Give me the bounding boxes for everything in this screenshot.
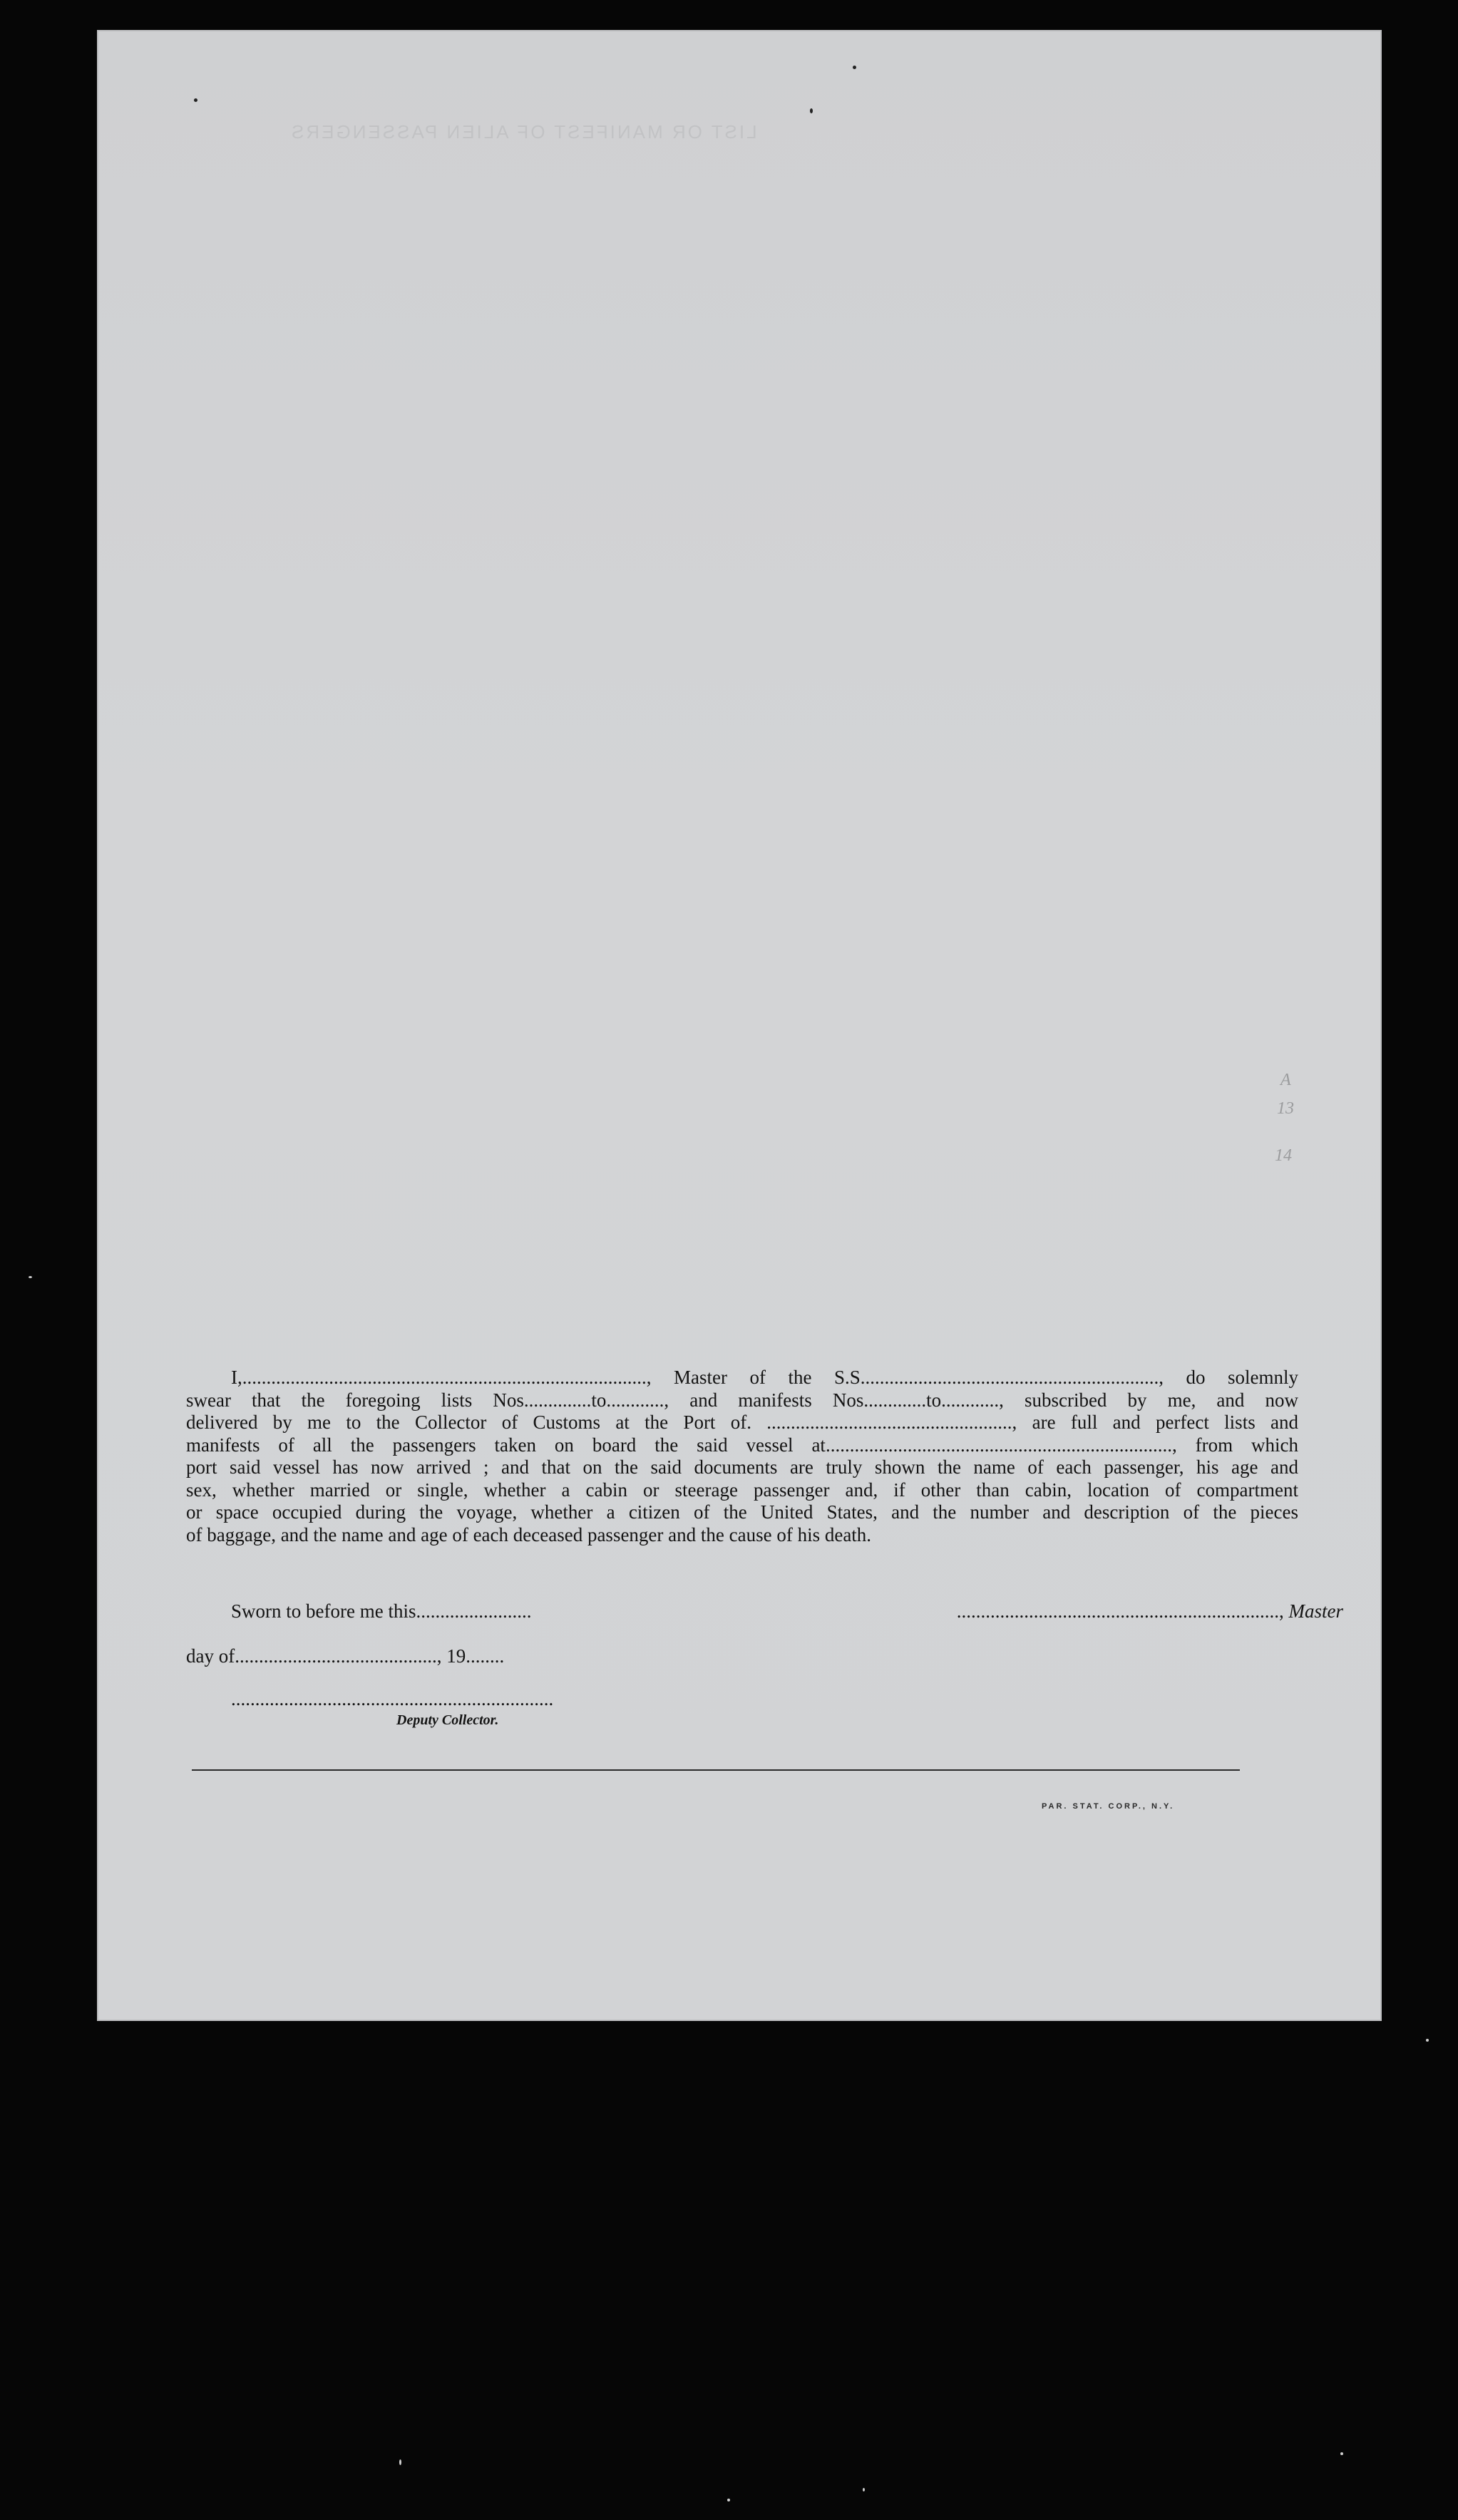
margin-pencil-mark: 13 xyxy=(1277,1099,1294,1118)
scan-speck xyxy=(29,1276,32,1278)
manifest-page xyxy=(97,30,1382,2021)
oath-line-5: port said vessel has now arrived ; and that on the said documents are truly shown the name of each passenger, his age and xyxy=(186,1456,1298,1478)
scan-speck xyxy=(727,2499,730,2501)
deputy-signature-dots: ................................................................... xyxy=(231,1688,554,1709)
oath-line-6: sex, whether married or single, whether a cabin or steerage passenger and, if other than cabin, location of compartment xyxy=(186,1478,1298,1501)
scan-speck xyxy=(399,2459,401,2465)
oath-line-4: manifests of all the passengers taken on board the said vessel at........................................................................, from which xyxy=(186,1434,1298,1456)
margin-pencil-mark: A xyxy=(1280,1071,1291,1089)
margin-pencil-mark: 14 xyxy=(1275,1146,1292,1165)
oath-line-3: delivered by me to the Collector of Customs at the Port of. ..................................................., are full and perfect lists and xyxy=(186,1411,1298,1433)
deputy-collector-label: Deputy Collector. xyxy=(396,1712,499,1728)
footer-rule xyxy=(192,1769,1240,1771)
page-speck xyxy=(853,66,856,69)
master-label: Master xyxy=(1288,1600,1343,1622)
oath-line-2: swear that the foregoing lists Nos..............to............, and manifests Nos.............to............, subscribed by me, and now xyxy=(186,1389,1298,1411)
bleed-through-heading: LIST OR MANIFEST OF ALIEN PASSENGERS xyxy=(289,121,757,143)
oath-line-7: or space occupied during the voyage, whether a citizen of the United States, and the number and description of the pieces xyxy=(186,1501,1298,1523)
page-speck xyxy=(194,98,197,102)
scan-speck xyxy=(1426,2039,1429,2042)
master-signature-dots: ..................................................................., xyxy=(956,1600,1284,1622)
master-oath-paragraph xyxy=(186,1367,1298,1546)
scan-speck xyxy=(863,2488,865,2491)
printer-imprint: PAR. STAT. CORP., N.Y. xyxy=(1042,1802,1175,1811)
scan-speck xyxy=(1340,2452,1343,2455)
master-signature-line xyxy=(816,1600,1343,1622)
oath-line-1: I,...................................................................................., Master of the S.S.............................................................., do solemnly xyxy=(231,1367,1298,1388)
page-speck xyxy=(810,108,813,113)
sworn-before-line: Sworn to before me this........................ xyxy=(231,1600,532,1622)
oath-line-8: of baggage, and the name and age of each deceased passenger and the cause of his death. xyxy=(186,1523,872,1546)
day-of-line: day of.........................................., 19........ xyxy=(186,1645,505,1667)
